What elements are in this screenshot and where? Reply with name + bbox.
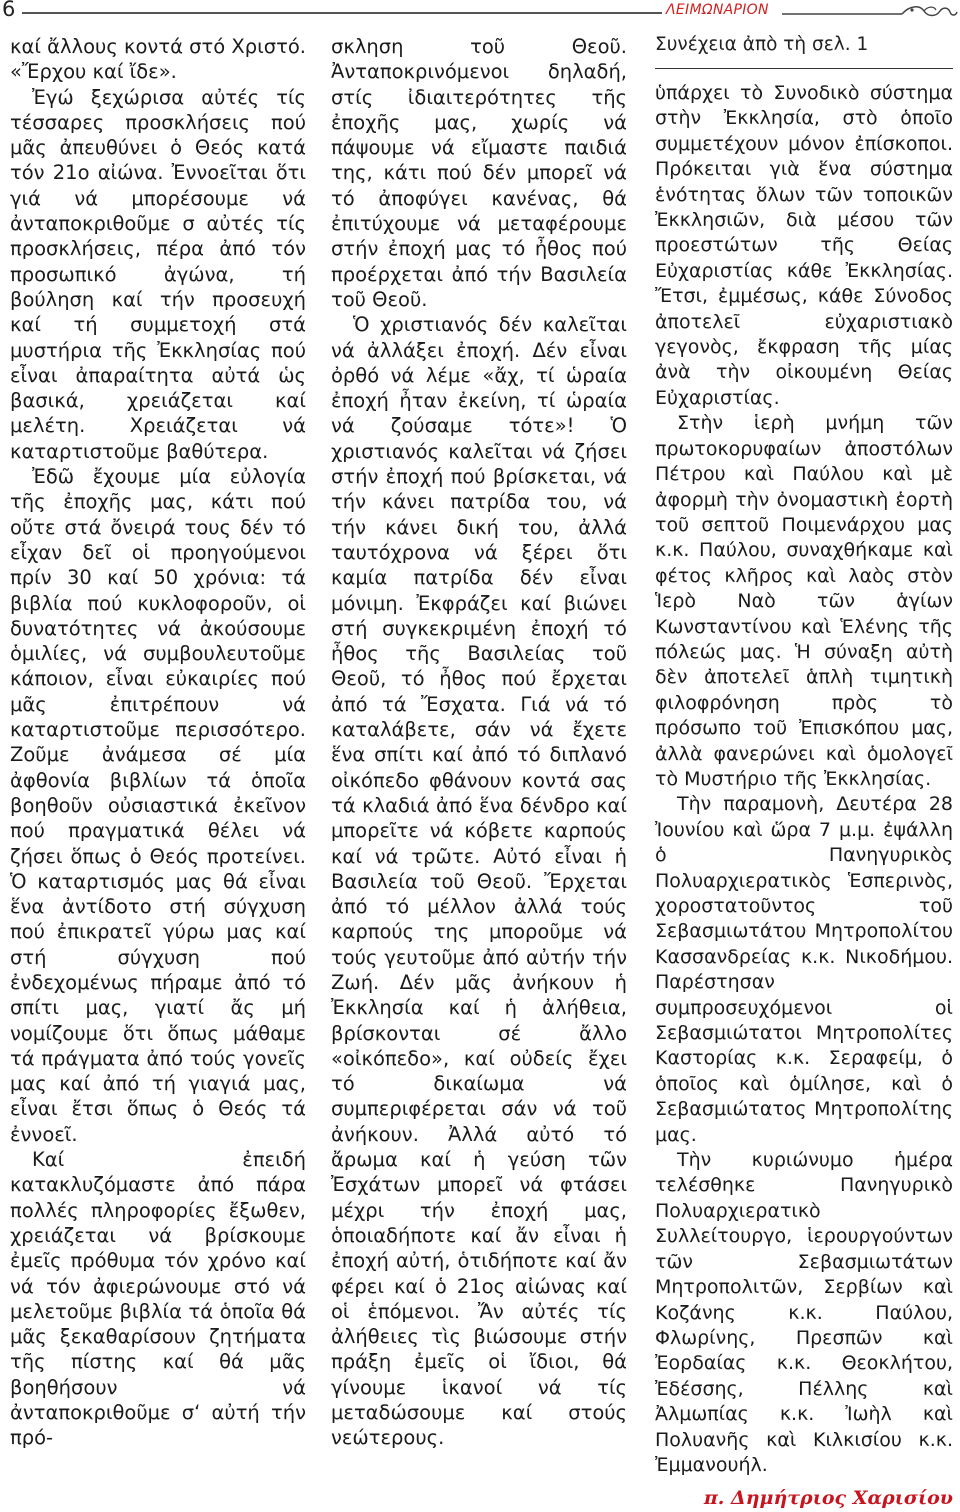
paragraph: Τὴν κυριώνυμο ἡμέρα τελέσθηκε Πανηγυρικὸ Πολυαρχιερατικὸ Συλλείτουργο, ἱερουργούντων τῶν Σεβασμιωτάτων Μητροπολιτῶν, Σερβίων καὶ Κοζάνης κ.κ. Παύλου, Φλωρίνης, Πρεσπῶν καὶ Ἐορδαίας κ.κ. Θεοκλήτου, Ἐδέσσης, Πέλλης καὶ Ἀλμωπίας κ.κ. Ἰωὴλ καὶ Πολυανῆς καὶ Κιλκισίου κ.κ. Ἐμμανουήλ.: [655, 1149, 953, 1476]
header-rule: [22, 12, 662, 14]
column-right: [655, 34, 953, 1512]
paragraph: Ἐδῶ ἔχουμε μία εὐλογία τῆς ἐποχῆς μας, κάτι πού οὔτε στά ὄνειρά τους δέν τό εἶχαν δεῖ οἱ προηγούμενοι πρίν 30 καί 50 χρόνια: τά βιβλία πού κυκλοφοροῦν, οἱ δυνατότητες νά ἀκούσουμε ὁμιλίες, νά συμβουλευτοῦμε κάποιον, εἶναι εὐκαιρίες πού μᾶς ἐπιτρέπουν νά καταρτιστοῦμε περισσότερο. Ζοῦμε ἀνάμεσα σέ μία ἀφθονία βιβλίων τά ὁποῖα βοηθοῦν οὐσιαστικά ἐκεῖνον πού πραγματικά θέλει νά ζήσει ὅπως ὁ Θεός προτείνει. Ὁ καταρτισμός μας θά εἶναι ἕνα ἀντίδοτο στή σύγχυση πού ἐπικρατεῖ γύρω μας καί στή σύγχυση πού ἐνδεχομένως πήραμε ἀπό τό σπίτι μας, γιατί ἄς μή νομίζουμε ὅτι ὅπως μάθαμε τά πράγματα ἀπό τούς γονεῖς μας καί ἀπό τή γιαγιά μας, εἶναι ἔτσι ὅπως ὁ Θεός τά ἐννοεῖ.: [10, 465, 306, 1146]
column-left: [10, 34, 306, 1451]
column-middle: [331, 34, 627, 1451]
author-signature: π. Δημήτριος Χαρισίου: [703, 1487, 953, 1510]
paragraph: σκληση τοῦ Θεοῦ. Ἀνταποκρινόμενοι δηλαδή, στίς ἰδιαιτερότητες τῆς ἐποχῆς μας, χωρίς νά πάψουμε νά εἴμαστε παιδιά της, κάτι πού δέν μπορεῖ νά τό ἀποφύγει κανένας, θά ἐπιτύχουμε νά μεταφέρουμε στήν ἐποχή μας τό ἦθος πού προέρχεται ἀπό τήν Βασιλεία τοῦ Θεοῦ.: [331, 35, 627, 311]
divider: [655, 68, 953, 69]
masthead-title: ΛΕΙΜΩΝΑΡΙΟΝ: [666, 2, 769, 18]
paragraph: Ὁ χριστιανός δέν καλεῖται νά ἀλλάξει ἐποχή. Δέν εἶναι ὀρθό νά λέμε «ἄχ, τί ὡραία ἐποχή ἦταν ἐκείνη, τί ὡραία νά ζούσαμε τότε»! Ὁ χριστιανός καλεῖται νά ζήσει στήν ἐποχή πού βρίσκεται, νά τήν κάνει πατρίδα του, νά τήν κάνει δική του, ἀλλά ταυτόχρονα νά ξέρει ὅτι καμία πατρίδα δέν εἶναι μόνιμη. Ἐκφράζει καί βιώνει στή συγκεκριμένη ἐποχή τό ἦθος τῆς Βασιλείας τοῦ Θεοῦ, τό ἦθος πού ἔρχεται ἀπό τά Ἔσχατα. Γιά νά τό καταλάβετε, σάν νά ἔχετε ἕνα σπίτι καί ἀπό τό διπλανό οἰκόπεδο φθάνουν κοντά σας τά κλαδιά ἀπό ἕνα δένδρο καί μπορεῖτε νά κόβετε καρπούς καί νά τρῶτε. Αὐτό εἶναι ἡ Βασιλεία τοῦ Θεοῦ. Ἔρχεται ἀπό τό μέλλον ἀλλά τούς καρπούς της μποροῦμε νά τούς γευτοῦμε ἀπό αὐτήν τήν Ζωή. Δέν μᾶς ἀνήκουν ἡ Ἐκκλησία καί ἡ ἀλήθεια, βρίσκονται σέ ἄλλο «οἰκόπεδο», καί οὐδείς ἔχει τό δικαίωμα νά συμπεριφέρεται σάν νά τοῦ ἀνήκουν. Ἀλλά αὐτό τό ἄρωμα καί ἡ γεύση τῶν Ἐσχάτων μπορεῖ νά φτάσει μέχρι τήν ἐποχή μας, ὁποιαδήποτε καί ἄν εἶναι ἡ ἐποχή αὐτή, ὁτιδήποτε καί ἄν φέρει καί ὁ 21ος αἰώνας καί οἱ ἑπόμενοι. Ἄν αὐτές τίς ἀλήθειες τὶς βιώσουμε στήν πράξη ἐμεῖς οἱ ἴδιοι, θά γίνουμε ἱκανοί νά τίς μεταδώσουμε καί στούς νεώτερους.: [331, 313, 627, 1450]
masthead-ornament-icon: [782, 3, 958, 21]
paragraph: Στὴν ἱερὴ μνήμη τῶν πρωτοκορυφαίων ἀποστόλων Πέτρου καὶ Παύλου καὶ μὲ ἀφορμὴ τὴν ὀνομαστικὴ ἑορτὴ τοῦ σεπτοῦ Ποιμενάρχου μας κ.κ. Παύλου, συναχθήκαμε καὶ φέτος κλῆρος καὶ λαὸς στὸν Ἱερὸ Ναὸ τῶν ἁγίων Κωνσταντίνου καὶ Ἑλένης τῆς πόλεώς μας. Ἡ σύναξη αὐτὴ δὲν ἀποτελεῖ ἁπλὴ τιμητικὴ φιλοφρόνηση πρὸς τὸ πρόσωπο τοῦ Ἐπισκόπου μας, ἀλλὰ φανερώνει καὶ ὁμολογεῖ τὸ Μυστήριο τῆς Ἐκκλησίας.: [655, 412, 953, 790]
paragraph: Τὴν παραμονὴ, Δευτέρα 28 Ἰουνίου καὶ ὥρα 7 μ.μ. ἐψάλλη ὁ Πανηγυρικὸς Πολυαρχιερατικὸς Ἑσπερινὸς, χοροστατοῦντος τοῦ Σεβασμιωτάτου Μητροπολίτου Κασσανδρείας κ.κ. Νικοδήμου. Παρέστησαν συμπροσευχόμενοι οἱ Σεβασμιώτατοι Μητροπολίτες Καστορίας κ.κ. Σεραφείμ, ὁ ὁποῖος καὶ ὁμίλησε, καὶ ὁ Σεβασμιώτατος Μητροπολίτης μας.: [655, 793, 953, 1146]
page-number: 6: [2, 0, 16, 21]
continued-from-note: Συνέχεια ἀπὸ τὴ σελ. 1: [655, 34, 869, 55]
paragraph: ὑπάρχει τὸ Συνοδικὸ σύστημα στὴν Ἐκκλησία, στὸ ὁποῖο συμμετέχουν μόνον ἐπίσκοποι. Πρόκειται γιὰ ἕνα σύστημα ἑνότητας ὅλων τῶν τοποικῶν Ἐκκλησιῶν, διὰ μέσου τῶν προεστώτων τῆς Θείας Εὐχαριστίας κάθε Ἐκκλησίας. Ἔτσι, ἐμμέσως, κάθε Σύνοδος ἀποτελεῖ εὐχαριστιακὸ γεγονὸς, ἔκφραση τῆς μίας ἀνὰ τὴν οἰκουμένη Θείας Εὐχαριστίας.: [655, 82, 953, 409]
paragraph: καί ἄλλους κοντά στό Χριστό. «Ἔρχου καί ἴδε».: [10, 35, 306, 84]
paragraph: Ἐγώ ξεχώρισα αὐτές τίς τέσσαρες προσκλήσεις πού μᾶς ἀπευθύνει ὁ Θεός κατά τόν 21ο αἰώνα. Ἐννοεῖται ὅτι γιά νά μπορέσουμε νά ἀνταποκριθοῦμε σ αὐτές τίς προσκλήσεις, πέρα ἀπό τόν προσωπικό ἀγώνα, τή βούληση καί τήν προσευχή καί τή συμμετοχή στά μυστήρια τῆς Ἐκκλησίας πού εἶναι ἀπαραίτητα αὐτά ὡς βασικά, χρειάζεται καί μελέτη. Χρειάζεται νά καταρτιστοῦμε βαθύτερα.: [10, 85, 306, 463]
paragraph: Καί ἐπειδή κατακλυζόμαστε ἀπό πάρα πολλές πληροφορίες ἔξωθεν, χρειάζεται νά βρίσκουμε ἐμεῖς πρόθυμα τόν χρόνο καί νά τόν ἀφιερώνουμε στό νά μελετοῦμε βιβλία τά ὁποῖα θά μᾶς ξεκαθαρίσουν ζητήματα τῆς πίστης καί θά μᾶς βοηθήσουν νά ἀνταποκριθοῦμε σ‘ αὐτή τήν πρό-: [10, 1148, 306, 1450]
page-header: [0, 0, 960, 22]
